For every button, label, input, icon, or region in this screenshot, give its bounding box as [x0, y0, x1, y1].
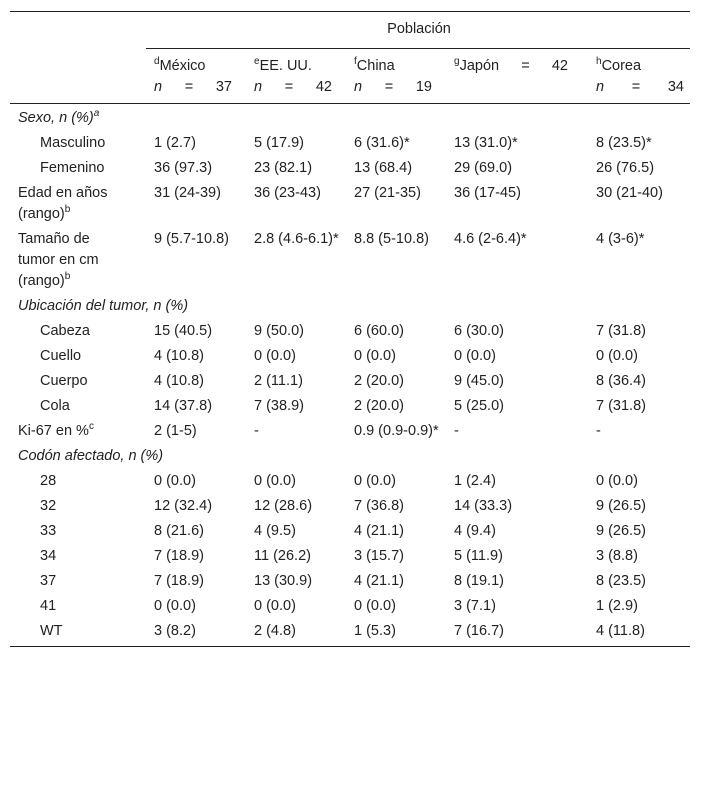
table-cell: 13 (31.0)*: [454, 135, 518, 151]
table-cell: 2 (1-5): [154, 423, 197, 439]
table-cell: 27 (21-35): [354, 185, 421, 201]
table-row: [10, 469, 690, 494]
row-label: Cabeza: [40, 323, 90, 339]
table-cell: 4 (21.1): [354, 523, 404, 539]
table-cell: 8 (23.5): [596, 573, 646, 589]
table-cell: 8 (21.6): [154, 523, 204, 539]
table-row: [10, 494, 690, 519]
table-cell: 1 (2.7): [154, 135, 196, 151]
table-cell: 0 (0.0): [254, 473, 296, 489]
row-label: 32: [40, 498, 57, 514]
country-header-row: [10, 49, 690, 104]
table-cell: 0 (0.0): [354, 473, 396, 489]
table-cell: 14 (37.8): [154, 398, 213, 414]
table-cell: 4 (10.8): [154, 348, 204, 364]
table-cell: 9 (26.5): [596, 523, 646, 539]
table-row: [10, 181, 690, 227]
row-label: 34: [40, 548, 57, 564]
table-cell: 13 (68.4): [354, 160, 413, 176]
table-cell: 9 (26.5): [596, 498, 646, 514]
table-cell: 2 (20.0): [354, 398, 404, 414]
table-cell: 12 (32.4): [154, 498, 213, 514]
table-cell: 5 (11.9): [454, 548, 503, 564]
table-cell: 4 (10.8): [154, 373, 204, 389]
table-cell: 7 (31.8): [596, 323, 646, 339]
table-cell: 4 (21.1): [354, 573, 404, 589]
table-cell: 7 (18.9): [154, 573, 204, 589]
table-cell: 3 (8.8): [596, 548, 638, 564]
table-cell: 0 (0.0): [254, 348, 296, 364]
table-cell: 9 (5.7-10.8): [154, 231, 229, 247]
table-row: [10, 419, 690, 444]
empty-corner: [10, 12, 146, 49]
table-cell: 6 (60.0): [354, 323, 404, 339]
table-row: [10, 544, 690, 569]
table-cell: 14 (33.3): [454, 498, 513, 514]
table-cell: 1 (5.3): [354, 623, 396, 639]
table-cell: 0 (0.0): [596, 348, 638, 364]
table-cell: 8 (19.1): [454, 573, 504, 589]
empty-corner-2: [10, 49, 146, 104]
table-cell: 36 (97.3): [154, 160, 213, 176]
table-cell: 6 (30.0): [454, 323, 504, 339]
row-label: 37: [40, 573, 57, 589]
table-cell: 0 (0.0): [154, 473, 196, 489]
table-cell: 11 (26.2): [254, 548, 311, 564]
table-row: [10, 319, 690, 344]
table-cell: 15 (40.5): [154, 323, 213, 339]
row-label: 28: [40, 473, 57, 489]
table-row: [10, 131, 690, 156]
table-row: [10, 519, 690, 544]
col-header-china: $^f$China n = 19: [354, 56, 432, 95]
row-label: Tamaño de tumor en cm (rango)$^b$: [18, 231, 99, 289]
table-row: [10, 369, 690, 394]
table-cell: 3 (7.1): [454, 598, 496, 614]
demographics-table: [10, 11, 690, 647]
col-header-usa: $^e$EE. UU. n = 42: [254, 56, 332, 95]
table-cell: 36 (17-45): [454, 185, 521, 201]
table-cell: -: [454, 423, 459, 439]
table-cell: 0 (0.0): [254, 598, 296, 614]
table-row: [10, 344, 690, 369]
table-cell: 0 (0.0): [354, 598, 396, 614]
table-row: [10, 227, 690, 294]
table-cell: 5 (17.9): [254, 135, 304, 151]
table-cell: 2 (11.1): [254, 373, 303, 389]
row-label: Femenino: [40, 160, 105, 176]
table-cell: 4 (3-6)*: [596, 231, 645, 247]
table-cell: 30 (21-40): [596, 185, 663, 201]
table-cell: 7 (36.8): [354, 498, 404, 514]
col-header-korea: $^h$Corea n = 34: [596, 56, 684, 95]
table-cell: 26 (76.5): [596, 160, 655, 176]
table-cell: 2 (4.8): [254, 623, 296, 639]
table-cell: 3 (8.2): [154, 623, 196, 639]
table-cell: 8 (36.4): [596, 373, 646, 389]
table-cell: 13 (30.9): [254, 573, 313, 589]
section-row-ubicacion: [10, 294, 690, 319]
table-cell: 7 (16.7): [454, 623, 504, 639]
table-cell: 0.9 (0.9-0.9)*: [354, 423, 439, 439]
row-label: Cuerpo: [40, 373, 88, 389]
population-header-row: [10, 12, 690, 49]
row-label: 33: [40, 523, 57, 539]
row-label: Cuello: [40, 348, 82, 364]
table-cell: 31 (24-39): [154, 185, 221, 201]
table-cell: 4 (9.4): [454, 523, 496, 539]
table-row: [10, 156, 690, 181]
table-cell: 8 (23.5)*: [596, 135, 652, 151]
table-cell: 7 (38.9): [254, 398, 304, 414]
table-cell: -: [596, 423, 601, 439]
table-cell: 5 (25.0): [454, 398, 504, 414]
row-label: Edad en años (rango)$^b$: [18, 185, 108, 222]
table-cell: 2.8 (4.6-6.1)*: [254, 231, 339, 247]
table-row: [10, 594, 690, 619]
population-header: Población: [146, 12, 690, 49]
table-cell: 23 (82.1): [254, 160, 313, 176]
section-row-codon: [10, 444, 690, 469]
table-cell: 4 (11.8): [596, 623, 645, 639]
section-label-sexo: Sexo, n (%)$^a$: [18, 108, 100, 126]
row-label: WT: [40, 623, 63, 639]
table-row: [10, 619, 690, 647]
table-cell: 7 (31.8): [596, 398, 646, 414]
table-cell: 0 (0.0): [596, 473, 638, 489]
table-cell: 4 (9.5): [254, 523, 296, 539]
table-cell: 9 (45.0): [454, 373, 504, 389]
table-cell: 9 (50.0): [254, 323, 304, 339]
row-label: Ki-67 en %$^c$: [18, 421, 94, 439]
table-cell: 0 (0.0): [154, 598, 196, 614]
table-cell: 1 (2.4): [454, 473, 496, 489]
row-label: Cola: [40, 398, 70, 414]
section-row-sexo: [10, 104, 690, 132]
table-cell: 3 (15.7): [354, 548, 404, 564]
col-header-japan: $^g$Japón = 42: [454, 56, 568, 74]
table-row: [10, 394, 690, 419]
table-cell: 7 (18.9): [154, 548, 204, 564]
row-label: Masculino: [40, 135, 106, 151]
table-cell: 12 (28.6): [254, 498, 313, 514]
table-cell: 4.6 (2-6.4)*: [454, 231, 527, 247]
table-cell: -: [254, 423, 259, 439]
row-label: 41: [40, 598, 57, 614]
table-cell: 6 (31.6)*: [354, 135, 410, 151]
table-cell: 0 (0.0): [354, 348, 396, 364]
table-cell: 0 (0.0): [454, 348, 496, 364]
section-label-ubicacion: Ubicación del tumor, n (%): [18, 298, 189, 314]
col-header-mexico: $^d$México n = 37: [154, 56, 232, 95]
table-cell: 8.8 (5-10.8): [354, 231, 429, 247]
section-label-codon: Codón afectado, n (%): [18, 448, 164, 464]
table-cell: 29 (69.0): [454, 160, 513, 176]
table-cell: 1 (2.9): [596, 598, 638, 614]
table-cell: 36 (23-43): [254, 185, 321, 201]
table-row: [10, 569, 690, 594]
table-cell: 2 (20.0): [354, 373, 404, 389]
